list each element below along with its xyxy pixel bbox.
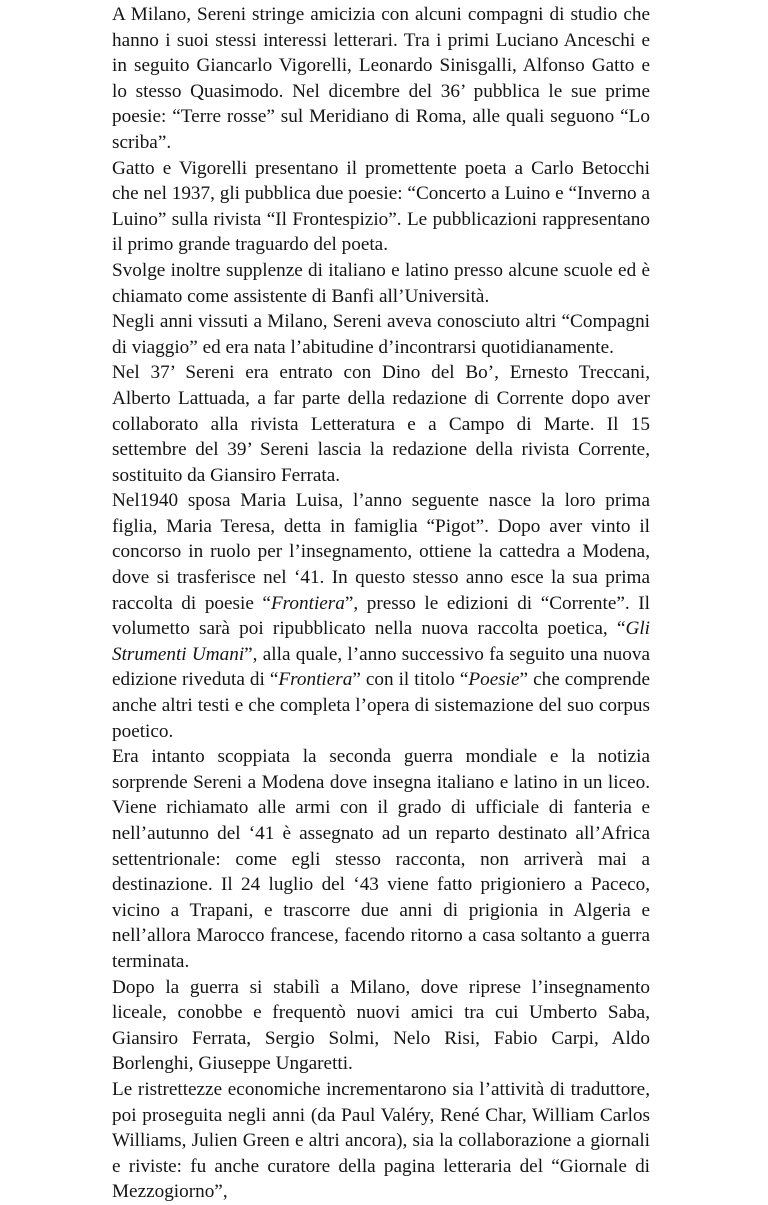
paragraph-text: ”, alla quale, l’anno successivo fa seguito una nuova edizione riveduta di “ xyxy=(112,643,650,691)
paragraph-betocchi xyxy=(112,156,650,258)
paragraph-text: ” con il titolo “ xyxy=(352,669,469,691)
book-title-poesie: Poesie xyxy=(468,669,520,691)
paragraph-text: ” che comprende anche altri testi e che completa l’opera di sistemazione del suo corpus poetico. xyxy=(112,669,650,742)
paragraph-text: Gatto e Vigorelli presentano il promettente poeta a Carlo Betocchi che nel 1937, gli pubblica due poesie: “Concerto a Luino e “Inverno a Luino” sulla rivista “Il Frontespizio”. Le pubblicazioni rappresentano il primo grande traguardo del poeta. xyxy=(112,157,650,256)
paragraph-text: Nel1940 sposa Maria Luisa, l’anno seguente nasce la loro prima figlia, Maria Teresa, detta in famiglia “Pigot”. Dopo aver vinto il concorso in ruolo per l’insegnamento, ottiene la cattedra a Modena, dove si trasferisce nel ‘41. In questo stesso anno esce la sua prima raccolta di poesie “ xyxy=(112,490,650,614)
book-title-frontiera: Frontiera xyxy=(278,669,353,691)
paragraph-text: Era intanto scoppiata la seconda guerra mondiale e la notizia sorprende Sereni a Modena dove insegna italiano e latino in un liceo. Viene richiamato alle armi con il grado di ufficiale di fanteria e nell’autunno del ‘41 è assegnato ad un reparto destinato all’Africa settentrionale: come egli stesso racconta, non arriverà mai a destinazione. Il 24 luglio del ‘43 viene fatto prigioniero a Paceco, vicino a Trapani, e trascorre due anni di prigionia in Algeria e nell’allora Marocco francese, facendo ritorno a casa soltanto a guerra terminata. xyxy=(112,746,650,972)
paragraph-war xyxy=(112,744,650,974)
paragraph-text: Le ristrettezze economiche incrementarono sia l’attività di traduttore, poi proseguita negli anni (da Paul Valéry, René Char, William Carlos Williams, Julien Green e altri ancora), sia la collaborazione a giornali e riviste: fu anche curatore della pagina letteraria del “Giornale di Mezzogiorno”, xyxy=(112,1078,650,1203)
book-title-gli-strumenti-umani: Gli Strumenti Umani xyxy=(112,618,650,665)
paragraph-text: ”, presso le edizioni di “Corrente”. Il volumetto sarà poi ripubblicato nella nuova raccolta poetica, “ xyxy=(112,592,650,640)
paragraph-milano-friends xyxy=(112,2,650,156)
paragraph-compagni-di-viaggio xyxy=(112,309,650,360)
paragraph-frontiera xyxy=(112,488,650,744)
book-title-frontiera: Frontiera xyxy=(270,592,345,614)
paragraph-text: Dopo la guerra si stabilì a Milano, dove riprese l’insegnamento liceale, conobbe e frequentò nuovi amici tra cui Umberto Saba, Giansiro Ferrata, Sergio Solmi, Nelo Risi, Fabio Carpi, Aldo Borlenghi, Giuseppe Ungaretti. xyxy=(112,976,650,1075)
paragraph-text: A Milano, Sereni stringe amicizia con alcuni compagni di studio che hanno i suoi stessi interessi letterari. Tra i primi Luciano Anceschi e in seguito Giancarlo Vigorelli, Leonardo Sinisgalli, Alfonso Gatto e lo stesso Quasimodo. Nel dicembre del 36’ pubblica le sue prime poesie: “Terre rosse” sul Meridiano di Roma, alle quali seguono “Lo scriba”. xyxy=(112,4,650,153)
paragraph-text: Svolge inoltre supplenze di italiano e latino presso alcune scuole ed è chiamato come assistente di Banfi all’Università. xyxy=(112,259,650,307)
paragraph-supplenze xyxy=(112,258,650,309)
paragraph-corrente xyxy=(112,360,650,488)
paragraph-postwar-milano xyxy=(112,975,650,1077)
document-page xyxy=(112,2,650,1205)
paragraph-translator xyxy=(112,1077,650,1205)
paragraph-text: Nel 37’ Sereni era entrato con Dino del Bo’, Ernesto Treccani, Alberto Lattuada, a far parte della redazione di Corrente dopo aver collaborato alla rivista Letteratura e a Campo di Marte. Il 15 settembre del 39’ Sereni lascia la redazione della rivista Corrente, sostituito da Giansiro Ferrata. xyxy=(112,362,650,486)
paragraph-text: Negli anni vissuti a Milano, Sereni aveva conosciuto altri “Compagni di viaggio” ed era nata l’abitudine d’incontrarsi quotidianamente. xyxy=(112,311,650,358)
